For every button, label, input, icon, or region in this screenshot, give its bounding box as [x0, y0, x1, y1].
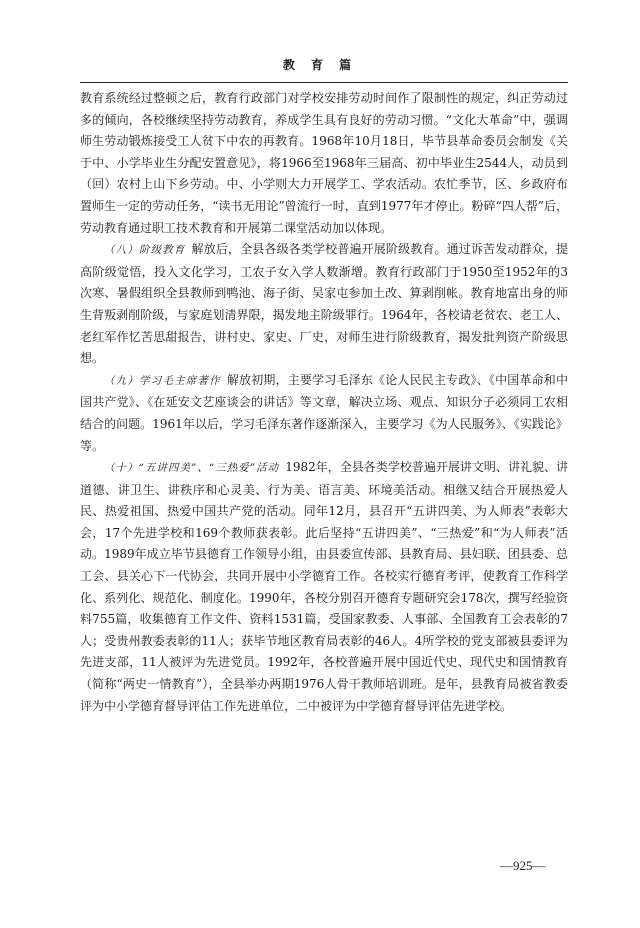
page-body [80, 88, 568, 717]
header-rule [80, 82, 568, 83]
section-body-five-four-three: 1982年，全县各类学校普遍开展讲文明、讲礼貌、讲道德、讲卫生、讲秩序和心灵美、行为美、语言美、环境美活动。相继又结合开展热爱人民、热爱祖国、热爱中国共产党的活动。同年12月，县召开“五讲四美、为人师表”表彰大会，17个先进学校和169个教师获表彰。此后坚持“五讲四美”、“三热爱”和“为人师表”活动。1989年成立毕节县德育工作领导小组，由县委宣传部、县教育局、县妇联、团县委、总工会、县关心下一代协会，共同开展中小学德育工作。各校实行德育考评，使教育工作科学化、系列化、规范化、制度化。1990年，各校分别召开德育专题研究会178次，撰写经验资料755篇，收集德育工作文件、资料1531篇，受国家教委、人事部、全国教育工会表彰的7人；受贵州教委表彰的11人；获毕节地区教育局表彰的46人。4所学校的党支部被县委评为先进支部，11人被评为先进党员。1992年，各校普遍开展中国近代史、现代史和国情教育（简称“两史一情教育”），全县举办两期1976人骨干教师培训班。是年，县教育局被省教委评为中小学德育督导评估工作先进单位，二中被评为中学德育督导评估先进学校。 [80, 460, 568, 713]
section-title-mao-works: （九）学习毛主席著作 [104, 374, 221, 387]
section-body-class-education: 解放后，全县各级各类学校普遍开展阶级教育。通过诉苦发动群众，提高阶级觉悟，投入文化学习，工农子女入学人数渐增。教育行政部门于1950至1952年的3次寒、暑假组织全县教师到鸭池、海子街、吴家屯参加土改、算剥削帐。教育地富出身的师生背叛剥削阶级，与家庭划清界限，揭发地主阶级罪行。1964年，各校请老贫农、老工人、老红军作忆苦思甜报告，讲村史、家史、厂史，对师生进行阶级教育，揭发批判资产阶级思想。 [80, 242, 568, 366]
page-header-title: 教 育 篇 [282, 58, 358, 72]
section-title-class-education: （八）阶级教育 [104, 244, 186, 257]
section-title-five-four-three: （十）“五讲四美”、“三热爱”活动 [104, 462, 280, 475]
paragraph-mao-works [80, 370, 568, 457]
section-body-mao-works: 解放初期，主要学习毛泽东《论人民民主专政》、《中国革命和中国共产党》、《在延安文艺座谈会的讲话》等文章，解决立场、观点、知识分子必须同工农相结合的问题。1961年以后，学习毛泽东著作逐渐深入，主要学习《为人民服务》、《实践论》等。 [80, 372, 568, 453]
paragraph-class-education [80, 239, 568, 370]
paragraph-five-four-three [80, 457, 568, 717]
paragraph-labor-education: 教育系统经过整顿之后，教育行政部门对学校安排劳动时间作了限制性的规定，纠正劳动过多的倾向，各校继续坚持劳动教育，养成学生具有良好的劳动习惯。“文化大革命”中，强调师生劳动锻炼接受工人贫下中农的再教育。1968年10月18日，毕节县革命委员会制发《关于中、小学毕业生分配安置意见》，将1966至1968年三届高、初中毕业生2544人，动员到（回）农村上山下乡劳动。中、小学则大力开展学工、学农活动。农忙季节，区、乡政府布置师生一定的劳动任务，“读书无用论”曾流行一时，直到1977年才停止。粉碎“四人帮”后，劳动教育通过职工技术教育和开展第二课堂活动加以体现。 [80, 91, 568, 235]
page-number: —925— [500, 858, 546, 873]
